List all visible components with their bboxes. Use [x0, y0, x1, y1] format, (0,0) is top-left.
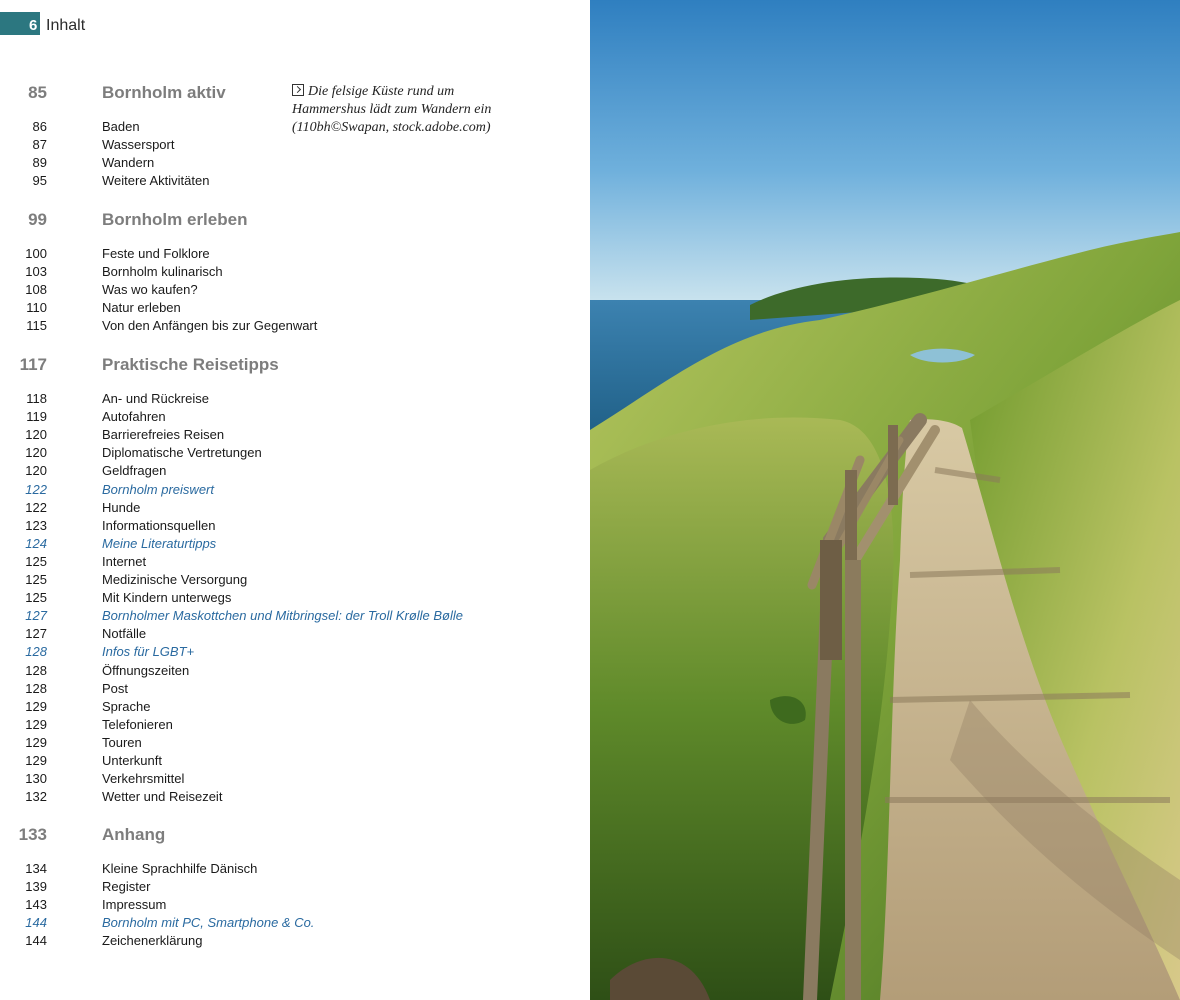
toc-entry — [0, 590, 560, 608]
section-title: Bornholm erleben — [102, 210, 248, 229]
toc-entry-page: 87 — [32, 137, 47, 153]
toc-entry-page: 125 — [25, 572, 47, 587]
toc-entry-title: Autofahren — [102, 409, 166, 425]
toc-entry-title: Bornholmer Maskottchen und Mitbringsel: der Troll Krølle Bølle — [102, 608, 464, 624]
section-title: Bornholm aktiv — [102, 83, 226, 102]
toc-entry-page: 86 — [32, 119, 47, 134]
toc-entry-title: Hunde — [102, 499, 141, 515]
toc-entry-title: Was wo kaufen? — [102, 282, 198, 298]
toc-entry-page: 144 — [25, 915, 47, 931]
toc-entry — [0, 554, 560, 572]
section-title: Anhang — [102, 825, 166, 844]
toc-entry-title: Feste und Folklore — [102, 246, 210, 261]
toc-entry-title: Internet — [102, 553, 147, 569]
toc-entry-page: 129 — [25, 753, 47, 768]
toc-entry-title: Sprache — [102, 698, 151, 714]
toc-entry — [0, 137, 560, 155]
toc-entry — [0, 608, 560, 626]
toc-entry-title: Register — [102, 879, 151, 895]
coastal-path-photo — [590, 0, 1180, 1000]
toc-entry-page: 127 — [25, 608, 47, 624]
toc-entry-title: Natur erleben — [102, 300, 181, 316]
toc-entry-title: Informationsquellen — [102, 517, 216, 533]
toc-entry — [0, 119, 560, 137]
toc-entry-page: 110 — [26, 300, 47, 316]
toc-entry-title: Post — [102, 680, 129, 696]
toc-entry-title: Barrierefreies Reisen — [102, 427, 225, 443]
toc-entry — [0, 753, 560, 771]
toc-entry-title: Baden — [102, 119, 140, 134]
section-title: Praktische Reisetipps — [102, 355, 279, 374]
toc-entry-page: 125 — [25, 590, 47, 606]
toc-entry — [0, 897, 560, 915]
toc-entry — [0, 717, 560, 735]
toc-entry — [0, 879, 560, 897]
section-heading — [0, 825, 560, 849]
toc-entry-title: Öffnungszeiten — [102, 662, 190, 678]
toc-entry — [0, 861, 560, 879]
caption-line-3: (110bh©Swapan, stock.adobe.com) — [292, 120, 491, 135]
toc-entry-title: Medizinische Versorgung — [102, 572, 248, 587]
coastal-path-illustration — [590, 0, 1180, 1000]
toc-entry-page: 128 — [25, 662, 47, 678]
toc-entry-page: 143 — [25, 897, 47, 913]
toc-entry — [0, 427, 560, 445]
toc-entry — [0, 518, 560, 536]
toc-entry — [0, 173, 560, 191]
section-heading — [0, 355, 560, 379]
toc-entry-page: 118 — [26, 391, 47, 406]
toc-entry-title: Wandern — [102, 155, 155, 171]
toc-entry — [0, 536, 560, 554]
toc-entry — [0, 915, 560, 933]
toc-entry-page: 124 — [25, 535, 47, 551]
toc-entry — [0, 771, 560, 789]
toc-entry-page: 122 — [25, 499, 47, 515]
toc-entry-page: 119 — [26, 409, 47, 425]
toc-entry-page: 103 — [25, 264, 47, 280]
toc-entry-page: 129 — [25, 734, 47, 750]
page-header-title: Inhalt — [46, 17, 86, 34]
toc-entry — [0, 409, 560, 427]
toc-entry-title: Bornholm mit PC, Smartphone & Co. — [102, 915, 315, 931]
toc-entry-page: 129 — [25, 716, 47, 732]
caption-line-2: Hammershus lädt zum Wandern ein — [292, 102, 492, 117]
toc-entry-title: Zeichenerklärung — [102, 933, 203, 949]
toc-entry-title: Telefonieren — [102, 716, 173, 732]
toc-entry-title: Verkehrsmittel — [102, 771, 185, 787]
toc-entry — [0, 933, 560, 951]
section-heading — [0, 210, 560, 234]
toc-entry-title: Touren — [102, 734, 142, 750]
toc-entry-title: An- und Rückreise — [102, 391, 209, 406]
toc-entry-page: 144 — [25, 933, 47, 949]
toc-entry-title: Infos für LGBT+ — [102, 644, 195, 660]
section-page-number: 133 — [18, 825, 47, 844]
toc-entry-page: 120 — [25, 427, 47, 443]
toc-entry — [0, 246, 560, 264]
toc-entry-page: 132 — [25, 789, 47, 805]
toc-entry — [0, 500, 560, 518]
toc-entry — [0, 626, 560, 644]
toc-entry-title: Bornholm preiswert — [102, 481, 214, 497]
toc-entry — [0, 282, 560, 300]
toc-entry-title: Bornholm kulinarisch — [102, 264, 223, 280]
toc-entry — [0, 155, 560, 173]
toc-entry-title: Diplomatische Vertretungen — [102, 445, 262, 461]
toc-entry — [0, 699, 560, 717]
toc-entry-page: 139 — [25, 879, 47, 895]
toc-entry — [0, 735, 560, 753]
toc-entry-title: Von den Anfängen bis zur Gegenwart — [102, 318, 318, 334]
toc-entry-title: Kleine Sprachhilfe Dänisch — [102, 861, 258, 876]
toc-entry-title: Wassersport — [102, 137, 175, 153]
toc-entry — [0, 572, 560, 590]
toc-entry-page: 89 — [32, 155, 47, 171]
toc-entry-page: 122 — [25, 481, 47, 497]
toc-entry-title: Meine Literaturtipps — [102, 535, 217, 551]
toc-entry — [0, 463, 560, 481]
toc-entry-page: 115 — [26, 318, 47, 334]
toc-entry-page: 129 — [25, 698, 47, 714]
toc-entry — [0, 445, 560, 463]
toc-entry — [0, 644, 560, 662]
toc-entry-page: 127 — [25, 626, 47, 642]
toc-entry-page: 100 — [25, 246, 47, 261]
section-page-number: 99 — [28, 210, 47, 229]
toc-entry-page: 120 — [25, 463, 47, 479]
toc-entry-page: 95 — [32, 173, 47, 189]
toc-entry-page: 108 — [25, 282, 47, 298]
toc-entry — [0, 264, 560, 282]
toc-entry-title: Geldfragen — [102, 463, 167, 479]
toc-entry — [0, 681, 560, 699]
toc-entry-page: 120 — [25, 445, 47, 461]
section-page-number: 117 — [19, 355, 47, 374]
toc-entry-page: 134 — [25, 861, 47, 876]
page-number: 6 — [29, 17, 38, 34]
caption-line-1: Die felsige Küste rund um — [308, 84, 455, 99]
toc-entry-page: 125 — [25, 553, 47, 569]
toc-entry-title: Mit Kindern unterwegs — [102, 590, 232, 606]
toc-entry-page: 128 — [25, 644, 47, 660]
toc-entry-title: Wetter und Reisezeit — [102, 789, 223, 805]
toc-entry-title: Weitere Aktivitäten — [102, 173, 210, 189]
toc-entry — [0, 789, 560, 807]
toc-entry — [0, 663, 560, 681]
toc-entry — [0, 300, 560, 318]
toc-entry-title: Notfälle — [102, 626, 147, 642]
toc-entry-page: 123 — [25, 517, 47, 533]
toc-entry — [0, 482, 560, 500]
section-heading — [0, 83, 560, 107]
toc-entry-page: 130 — [25, 771, 47, 787]
toc-entry-title: Impressum — [102, 897, 167, 913]
toc-entry-title: Unterkunft — [102, 753, 162, 768]
toc-entry — [0, 318, 560, 336]
toc-entry — [0, 391, 560, 409]
section-page-number: 85 — [28, 83, 47, 102]
toc-entry-page: 128 — [25, 680, 47, 696]
